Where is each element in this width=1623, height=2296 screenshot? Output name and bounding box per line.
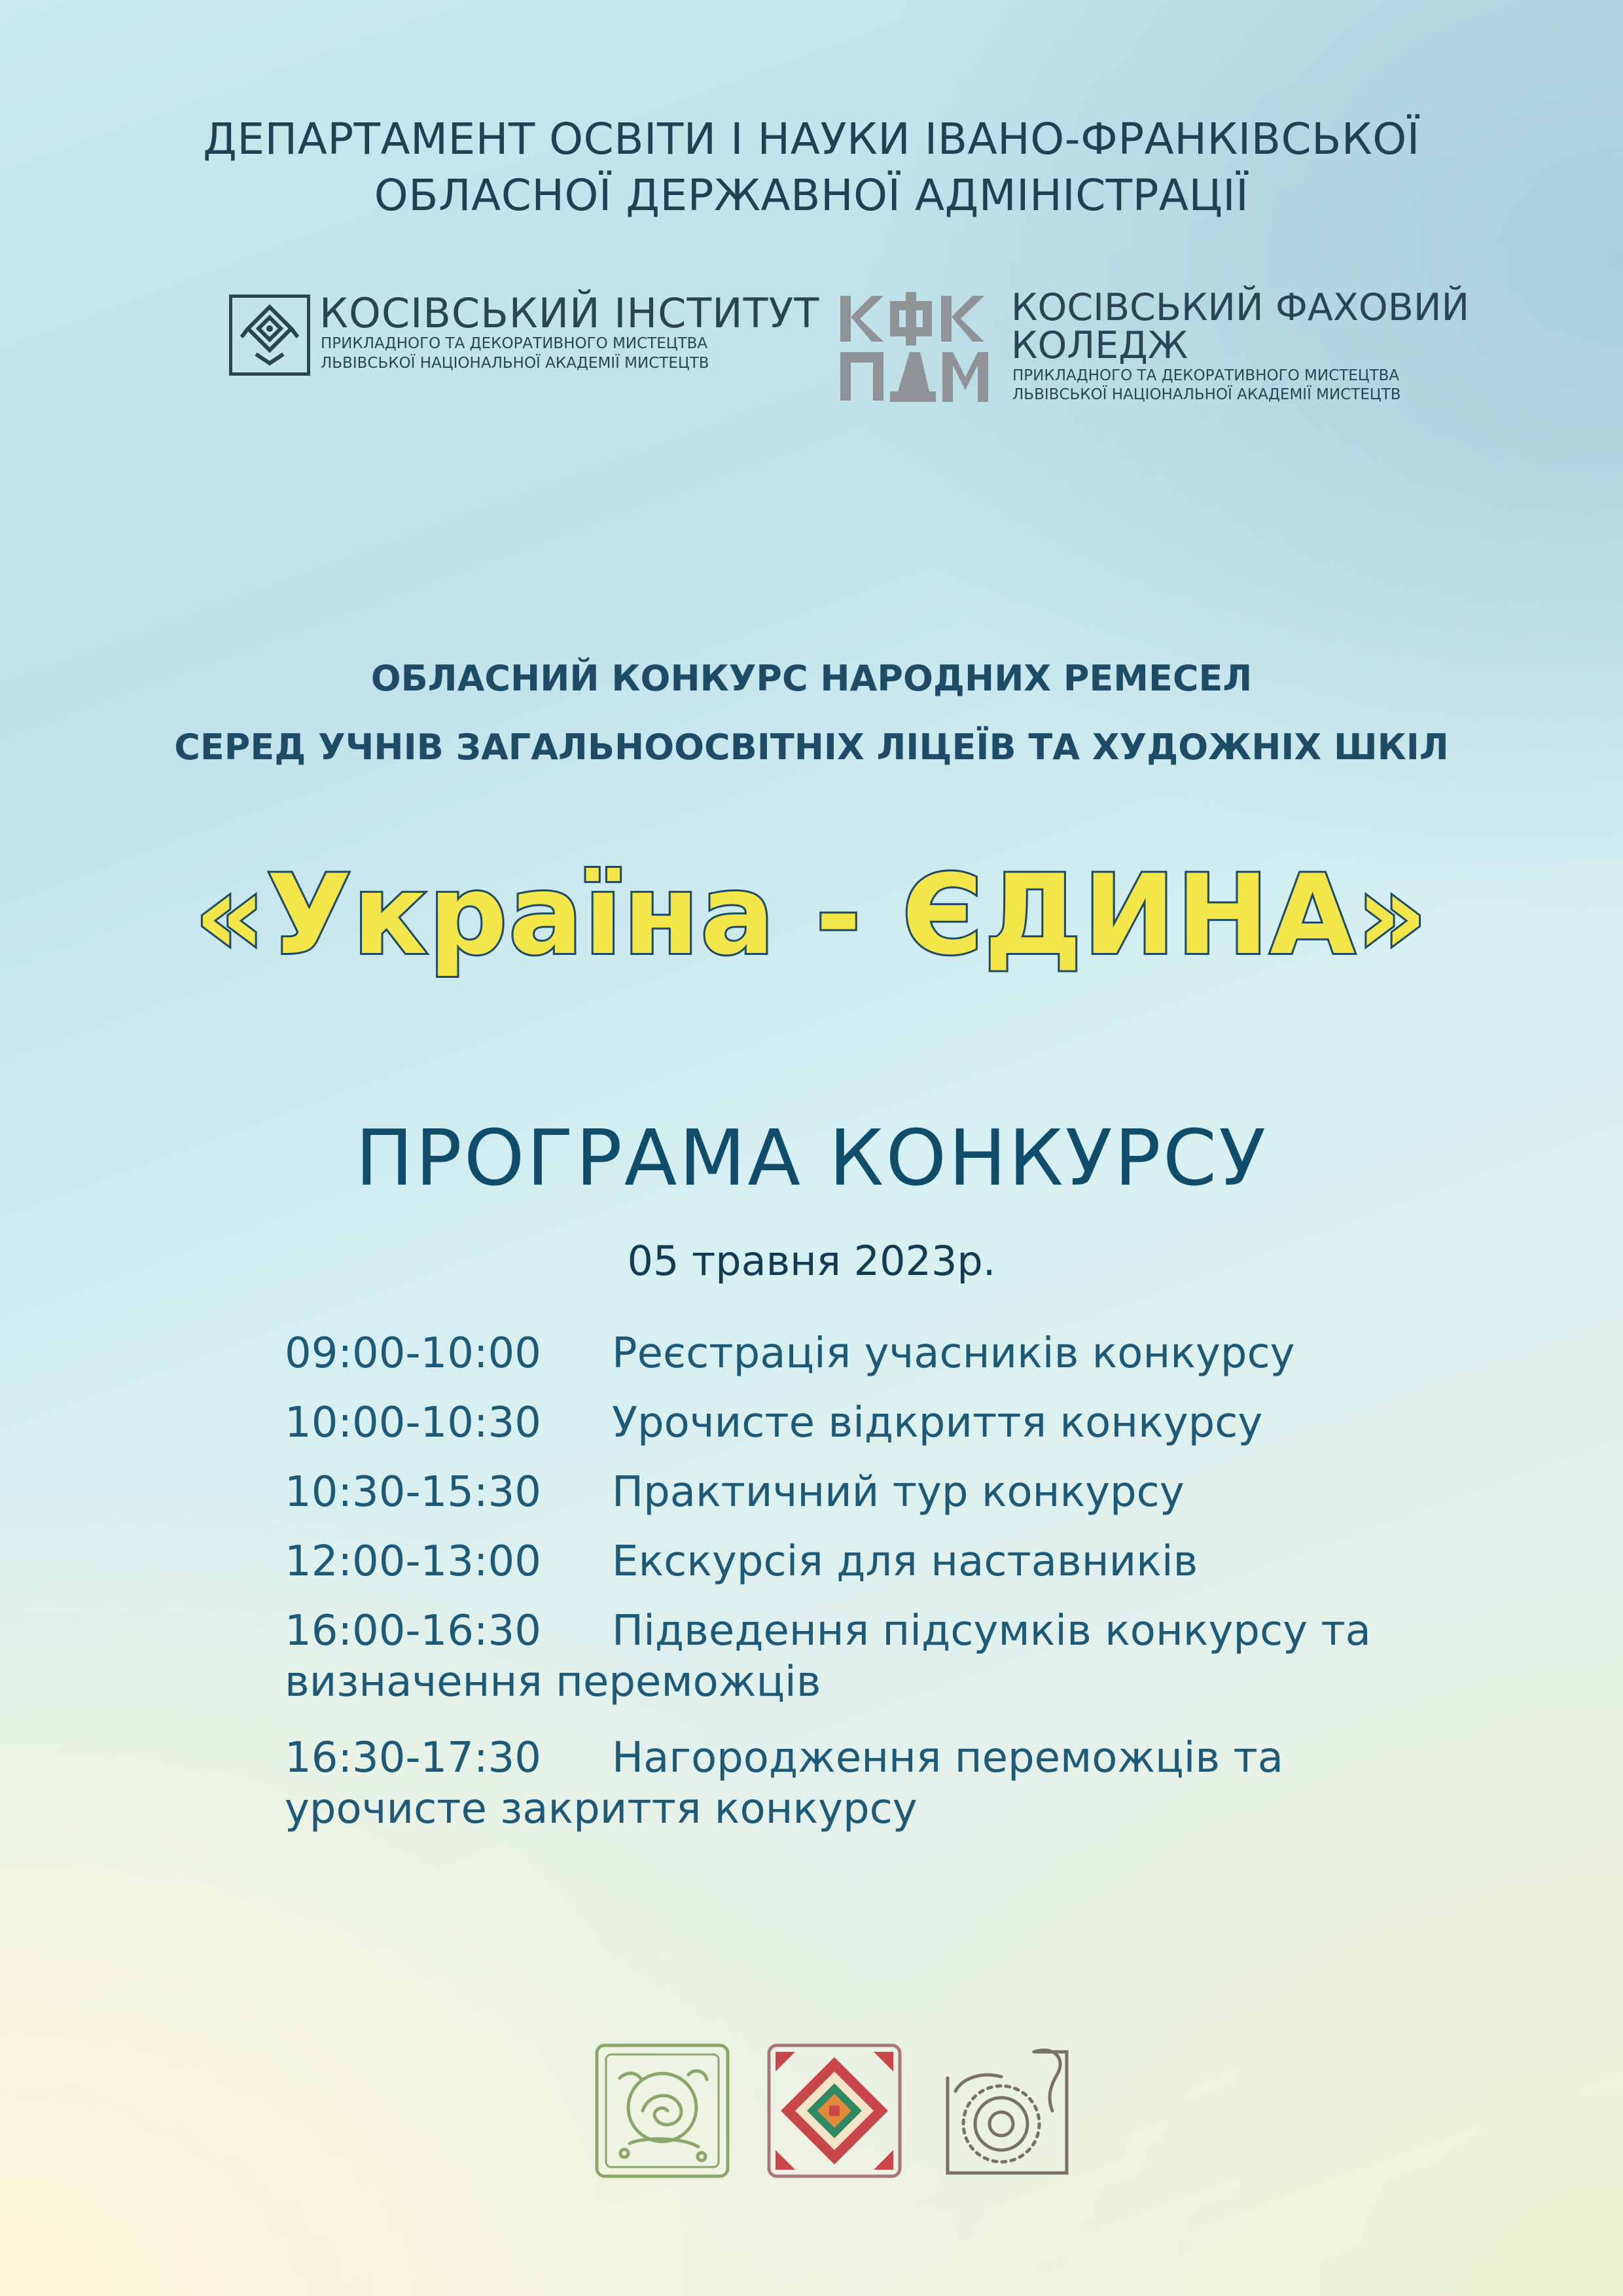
contest-title-line-2: СЕРЕД УЧНІВ ЗАГАЛЬНООСВІТНІХ ЛІЦЕЇВ ТА ХУДОЖНІХ ШКІЛ (174, 726, 1449, 768)
institute-subtitle-2: ЛЬВІВСЬКОЇ НАЦІОНАЛЬНОЇ АКАДЕМІЇ МИСТЕЦТВ (321, 355, 709, 372)
department-header (157, 111, 1466, 224)
schedule-event: Нагородження переможців та (612, 1734, 1283, 1782)
institute-emblem-icon (229, 295, 310, 376)
schedule-item (285, 1527, 1397, 1596)
schedule-event: Екскурсія для наставників (612, 1537, 1198, 1586)
schedule-event: Практичний тур конкурсу (612, 1468, 1185, 1516)
schedule-time: 16:00-16:30 (285, 1607, 541, 1655)
institute-subtitle-1: ПРИКЛАДНОГО ТА ДЕКОРАТИВНОГО МИСТЕЦТВА (321, 335, 708, 352)
schedule-event-continuation: урочисте закриття конкурсу (285, 1785, 918, 1833)
schedule-item (285, 1319, 1397, 1388)
schedule-time: 10:00-10:30 (285, 1399, 541, 1447)
program-date: 05 травня 2023р. (627, 1237, 996, 1285)
schedule-item (285, 1723, 1397, 1835)
headline-ukraine-united: «Україна - ЄДИНА» (194, 851, 1429, 979)
college-subtitle-1: ПРИКЛАДНОГО ТА ДЕКОРАТИВНОГО МИСТЕЦТВА (1012, 367, 1400, 384)
ornament-tiles (582, 2039, 1093, 2189)
schedule-event: Урочисте відкриття конкурсу (612, 1399, 1263, 1447)
department-line-2: ОБЛАСНОЇ ДЕРЖАВНОЇ АДМІНІСТРАЦІЇ (374, 170, 1249, 221)
schedule-item (285, 1596, 1397, 1708)
green-floral-tile-icon (590, 2039, 734, 2183)
schedule-item (285, 1388, 1397, 1458)
schedule-event: Реєстрація учасників конкурсу (612, 1329, 1295, 1378)
college-name-line-2: КОЛЕДЖ (1011, 324, 1188, 367)
schedule-time: 10:30-15:30 (285, 1468, 541, 1516)
schedule-list (285, 1319, 1397, 1835)
college-subtitle-2: ЛЬВІВСЬКОЇ НАЦІОНАЛЬНОЇ АКАДЕМІЇ МИСТЕЦТВ (1012, 386, 1401, 403)
schedule-event-continuation: визначення переможців (285, 1658, 821, 1706)
department-line-1: ДЕПАРТАМЕНТ ОСВІТИ І НАУКИ ІВАНО-ФРАНКІВСЬКОЇ (203, 114, 1420, 164)
schedule-time: 09:00-10:00 (285, 1329, 541, 1378)
college-logo (838, 286, 1470, 406)
college-name-line-1: КОСІВСЬКИЙ ФАХОВИЙ (1011, 286, 1470, 329)
schedule-item (285, 1458, 1397, 1527)
institute-name: КОСІВСЬКИЙ ІНСТИТУТ (319, 289, 820, 337)
program-title: ПРОГРАМА КОНКУРСУ (355, 1113, 1268, 1203)
institute-logo (229, 288, 818, 380)
sun-spiral-tile-icon (936, 2039, 1080, 2183)
schedule-time: 16:30-17:30 (285, 1734, 541, 1782)
contest-title-line-1: ОБЛАСНИЙ КОНКУРС НАРОДНИХ РЕМЕСЕЛ (370, 658, 1253, 699)
red-embroidery-tile-icon (762, 2039, 906, 2183)
schedule-time: 12:00-13:00 (285, 1537, 541, 1586)
schedule-event: Підведення підсумків конкурсу та (612, 1607, 1371, 1655)
college-monogram-icon (838, 292, 1001, 403)
